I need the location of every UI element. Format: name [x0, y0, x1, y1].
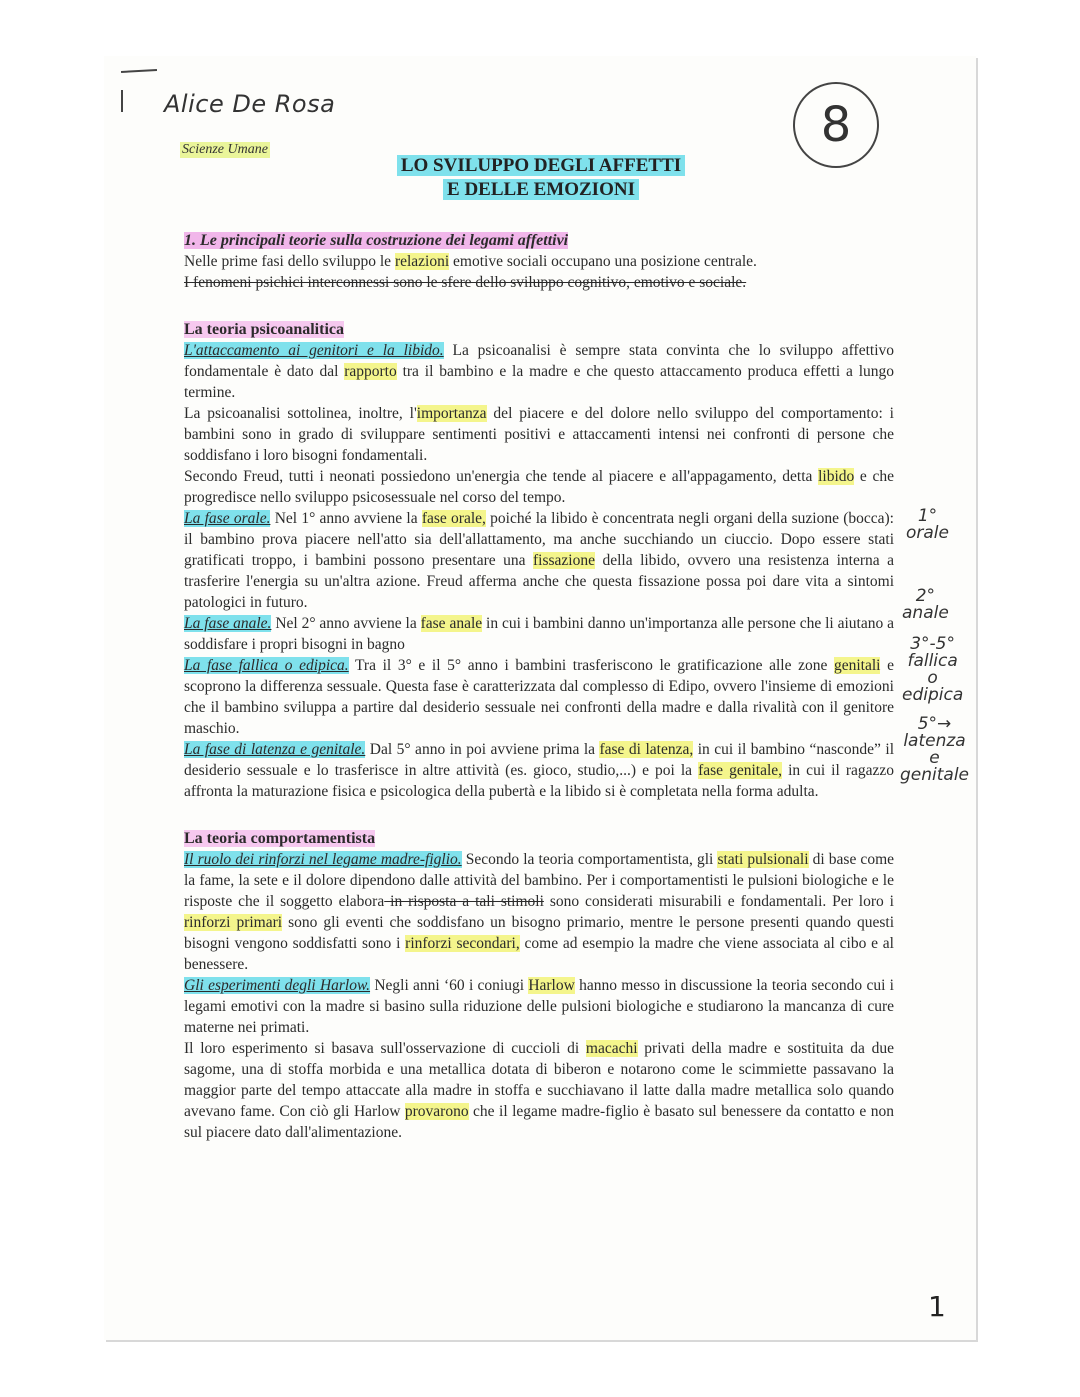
subsection-heading: La teoria psicoanalitica [184, 321, 344, 338]
margin-note-phallic: 3°-5° fallica o edipica [902, 634, 964, 705]
paragraph: L'attaccamento ai genitori e la libido. La psicoanalisi è sempre stata convinta che lo sviluppo affettivo fondamentale è dato dal rapporto tra il bambino e la madre e che questo attaccamento produca effetti a lungo termine. [184, 342, 895, 401]
paragraph: Gli esperimenti degli Harlow. Negli anni ‘60 i coniugi Harlow hanno messo in discussione la teoria secondo cui i legami emotivi con la madre si basino sulla riduzione delle pulsioni biologiche e studiarono la mancanza di cure materne nei primati. [184, 977, 894, 1036]
paragraph: Nelle prime fasi dello sviluppo le relazioni emotive sociali occupano una posizione centrale. [184, 253, 757, 270]
section-heading: 1. Le principali teorie sulla costruzione dei legami affettivi [184, 232, 569, 249]
subsection-heading: La teoria comportamentista [184, 830, 376, 847]
title-line-2: E DELLE EMOZIONI [443, 179, 639, 200]
document-body [184, 230, 894, 1143]
paragraph: La fase orale. Nel 1° anno avviene la fase orale, poiché la libido è concentrata negli organi della suzione (bocca): il bambino prova piacere nell'atto sia dell'allattamento, ma anche succhiando un ciuccio. Dopo essere stati gratificati troppo, i bambini possono presentare una fissazione della libido, ovvero una resistenza interna a trasferire l'energia su un'altra azione. Freud afferma anche che questa fissazione possa poi dare vita a sintomi patologici in futuro. [184, 510, 894, 611]
paragraph: Secondo Freud, tutti i neonati possiedono un'energia che tende al piacere e all'appagamento, detta libido e che progredisce nello sviluppo psicosessuale nel corso del tempo. [184, 468, 895, 506]
margin-note-oral: 1° orale [906, 506, 949, 543]
subject-label: Scienze Umane [182, 142, 268, 157]
corner-mark-vertical [121, 90, 123, 112]
page-number: 1 [928, 1290, 946, 1323]
struck-text: I fenomeni psichici interconnessi sono le sfere dello sviluppo cognitivo, emotivo e sociale. [184, 274, 747, 291]
page-title [386, 154, 696, 202]
margin-note-latency: 5°→ latenza e genitale [900, 714, 970, 785]
author-name: Alice De Rosa [164, 90, 336, 118]
paragraph: La fase anale. Nel 2° anno avviene la fase anale in cui i bambini danno un'importanza alle persone che li aiutano a soddisfare i propri bisogni in bagno [184, 615, 894, 653]
grade-circle [793, 82, 879, 168]
title-line-1: LO SVILUPPO DEGLI AFFETTI [397, 155, 685, 176]
grade-value: 8 [820, 97, 852, 153]
paragraph: Il loro esperimento si basava sull'osservazione di cuccioli di macachi privati della madre e sostituita da due sagome, una di stoffa morbida e una metallica dotata di biberon e notarono come le scimmiette passavano la maggior parte del tempo attaccate alla madre in stoffa e succhiavano il latte dalla madre metallica solo quando avevano fame. Con ciò gli Harlow provarono che il legame madre-figlio è basato sul benessere da contatto e non sul piacere dato dall'alimentazione. [184, 1040, 894, 1141]
paragraph: La fase fallica o edipica. Tra il 3° e il 5° anno i bambini trasferiscono le gratificazione alle zone genitali e scoprono la differenza sessuale. Questa fase è caratterizzata dal complesso di Edipo, ovvero l'insieme di emozioni che il bambino sviluppa a partire dal desiderio sessuale nei confronti della madre e dalla rivalità con il genitore maschio. [184, 657, 894, 737]
paragraph: Il ruolo dei rinforzi nel legame madre-figlio. Secondo la teoria comportamentista, gli stati pulsionali di base come la fame, la sete e il dolore dipendono dalle attività del bambino. Per i comportamentisti le pulsioni biologiche e le risposte che il soggetto elabora in risposta a tali stimoli sono considerati misurabili e fondamentali. Per loro i rinforzi primari sono gli eventi che soddisfano un bisogno primario, mentre le persone presenti quando questi bisogni vengono soddisfatti sono i rinforzi secondari, come ad esempio la madre che viene associata al cibo e al benessere. [184, 851, 895, 973]
margin-note-anal: 2° anale [902, 586, 949, 623]
paragraph: La fase di latenza e genitale. Dal 5° anno in poi avviene prima la fase di latenza, in cui il bambino “nasconde” il desiderio sessuale e lo trasferisce in altre attività (es. gioco, studio,...) e poi la fase genitale, in cui il ragazzo affronta la maturazione fisica e psicologica della pubertà e la libido si è completata nella forma adulta. [184, 741, 895, 800]
paragraph: La psicoanalisi sottolinea, inoltre, l'importanza del piacere e del dolore nello sviluppo del comportamento: i bambini sono in grado di sviluppare sentimenti positivi e attaccamenti intensi nei confronti di persone che soddisfano i loro bisogni fondamentali. [184, 405, 894, 464]
